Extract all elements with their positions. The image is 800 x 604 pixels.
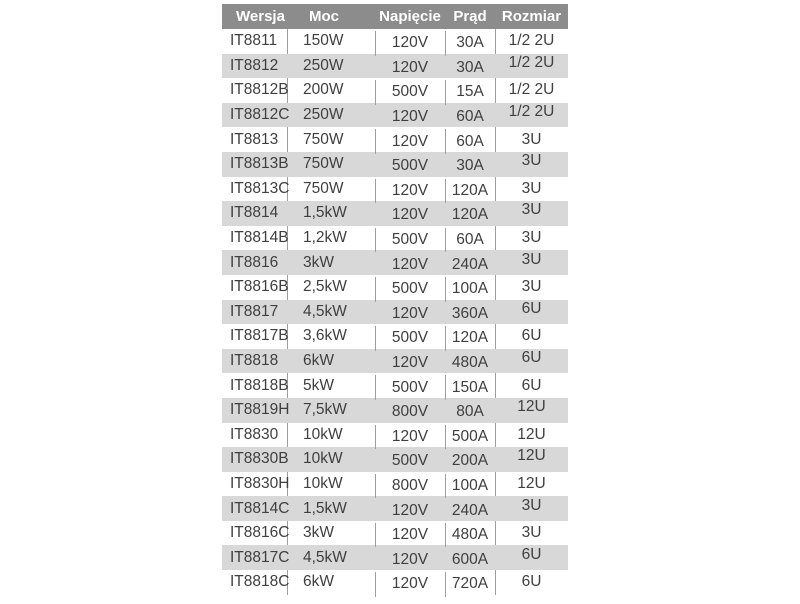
cell-rozmiar: 12U <box>495 423 568 448</box>
cell-rozmiar: 6U <box>495 570 568 595</box>
cell-napiecie: 120V <box>391 255 429 273</box>
cell-napiecie: 120V <box>391 550 429 568</box>
cell-napiecie: 500V <box>391 452 429 470</box>
cell-rozmiar: 12U <box>517 447 546 465</box>
cell-napiecie: 120V <box>391 304 429 322</box>
cell-rozmiar: 1/2 2U <box>495 78 568 103</box>
cell-moc: 10kW <box>287 423 375 448</box>
cell-wersja: IT8819H <box>230 401 290 419</box>
cell-prad: 500A <box>445 425 495 450</box>
cell-wersja: IT8814B <box>230 229 289 247</box>
cell-rozmiar: 1/2 2U <box>508 53 555 71</box>
cell-prad: 60A <box>445 129 495 154</box>
cell-moc: 5kW <box>287 373 375 398</box>
cell-prad: 15A <box>445 80 495 105</box>
cell-moc: 150W <box>287 29 375 54</box>
table-row <box>222 496 568 521</box>
cell-wersja: IT8813C <box>230 179 290 197</box>
cell-moc: 6kW <box>303 352 334 370</box>
table-row <box>222 103 568 128</box>
cell-prad: 240A <box>451 255 489 273</box>
cell-rozmiar: 6U <box>521 545 542 563</box>
cell-wersja: IT8812B <box>230 81 289 99</box>
cell-wersja: IT8818 <box>230 352 279 370</box>
table-header <box>222 4 568 29</box>
cell-rozmiar: 6U <box>495 324 568 349</box>
cell-moc: 750W <box>287 127 375 152</box>
cell-napiecie: 120V <box>375 129 445 154</box>
cell-wersja: IT8813 <box>230 130 279 148</box>
cell-napiecie: 120V <box>391 58 429 76</box>
cell-moc: 7,5kW <box>303 401 347 419</box>
table-row <box>222 447 568 472</box>
cell-moc: 3kW <box>303 253 334 271</box>
cell-moc: 1,5kW <box>303 499 347 517</box>
spec-table <box>222 4 568 595</box>
cell-napiecie: 120V <box>391 108 429 126</box>
cell-prad: 600A <box>451 550 489 568</box>
cell-rozmiar: 3U <box>495 226 568 251</box>
cell-wersja: IT8830 <box>230 425 279 443</box>
cell-prad: 120A <box>451 206 489 224</box>
cell-rozmiar: 6U <box>495 373 568 398</box>
cell-rozmiar: 12U <box>517 398 546 416</box>
cell-moc: 750W <box>287 177 375 202</box>
column-header-wersja: Wersja <box>222 4 287 29</box>
cell-napiecie: 500V <box>375 375 445 400</box>
cell-wersja: IT8814 <box>230 204 279 222</box>
cell-wersja: IT8830H <box>230 474 290 492</box>
cell-moc: 4,5kW <box>303 302 347 320</box>
cell-rozmiar: 3U <box>495 521 568 546</box>
cell-napiecie: 120V <box>391 206 429 224</box>
cell-rozmiar: 1/2 2U <box>508 103 555 121</box>
table-row <box>222 349 568 374</box>
cell-prad: 30A <box>456 58 484 76</box>
column-header-moc: Moc <box>287 4 375 29</box>
cell-rozmiar: 3U <box>495 275 568 300</box>
cell-napiecie: 120V <box>375 572 445 597</box>
table-row <box>222 398 568 423</box>
table-row <box>222 250 568 275</box>
table-row <box>222 152 568 177</box>
cell-moc: 4,5kW <box>303 548 347 566</box>
cell-rozmiar: 3U <box>495 127 568 152</box>
cell-moc: 3,6kW <box>287 324 375 349</box>
cell-napiecie: 120V <box>391 354 429 372</box>
column-header-rozmiar: Rozmiar <box>495 4 568 29</box>
cell-prad: 240A <box>451 501 489 519</box>
cell-napiecie: 120V <box>375 523 445 548</box>
cell-prad: 100A <box>445 277 495 302</box>
cell-wersja: IT8813B <box>230 155 289 173</box>
cell-moc: 2,5kW <box>287 275 375 300</box>
cell-prad: 480A <box>445 523 495 548</box>
cell-prad: 80A <box>456 403 484 421</box>
spec-table-page <box>0 4 800 604</box>
cell-prad: 100A <box>445 474 495 499</box>
cell-moc: 200W <box>287 78 375 103</box>
cell-wersja: IT8818B <box>230 376 289 394</box>
cell-rozmiar: 3U <box>495 177 568 202</box>
cell-napiecie: 120V <box>375 179 445 204</box>
cell-prad: 200A <box>451 452 489 470</box>
cell-prad: 30A <box>456 157 484 175</box>
cell-prad: 60A <box>456 108 484 126</box>
cell-prad: 120A <box>445 179 495 204</box>
cell-moc: 6kW <box>287 570 375 595</box>
cell-moc: 750W <box>303 155 344 173</box>
cell-moc: 10kW <box>303 450 343 468</box>
cell-napiecie: 800V <box>375 474 445 499</box>
cell-prad: 480A <box>451 354 489 372</box>
cell-wersja: IT8817 <box>230 302 279 320</box>
cell-wersja: IT8817B <box>230 327 289 345</box>
cell-moc: 3kW <box>287 521 375 546</box>
cell-moc: 10kW <box>287 472 375 497</box>
table-row <box>222 545 568 570</box>
cell-moc: 250W <box>303 56 344 74</box>
cell-wersja: IT8818C <box>230 573 290 591</box>
table-row <box>222 54 568 79</box>
table-row <box>222 201 568 226</box>
cell-napiecie: 500V <box>375 277 445 302</box>
cell-rozmiar: 6U <box>521 299 542 317</box>
cell-wersja: IT8811 <box>230 32 278 50</box>
cell-wersja: IT8812C <box>230 106 290 124</box>
cell-rozmiar: 12U <box>495 472 568 497</box>
table-row <box>222 300 568 325</box>
cell-prad: 720A <box>445 572 495 597</box>
table-row <box>222 570 568 595</box>
cell-rozmiar: 3U <box>521 152 542 170</box>
cell-rozmiar: 3U <box>521 201 542 219</box>
cell-rozmiar: 6U <box>521 349 542 367</box>
cell-napiecie: 500V <box>375 326 445 351</box>
cell-prad: 360A <box>451 304 489 322</box>
cell-napiecie: 500V <box>375 228 445 253</box>
cell-moc: 250W <box>303 106 344 124</box>
cell-napiecie: 120V <box>391 501 429 519</box>
column-header-napiecie: Napięcie <box>375 4 445 29</box>
cell-prad: 30A <box>445 31 495 56</box>
cell-rozmiar: 3U <box>521 250 542 268</box>
cell-moc: 1,2kW <box>287 226 375 251</box>
cell-napiecie: 500V <box>375 80 445 105</box>
cell-prad: 120A <box>445 326 495 351</box>
cell-napiecie: 500V <box>391 157 429 175</box>
cell-wersja: IT8816C <box>230 524 290 542</box>
cell-moc: 1,5kW <box>303 204 347 222</box>
cell-wersja: IT8816B <box>230 278 289 296</box>
cell-rozmiar: 3U <box>521 496 542 514</box>
cell-wersja: IT8817C <box>230 548 290 566</box>
cell-wersja: IT8816 <box>230 253 279 271</box>
cell-wersja: IT8814C <box>230 499 290 517</box>
cell-napiecie: 800V <box>391 403 429 421</box>
header-row <box>222 4 568 29</box>
cell-wersja: IT8830B <box>230 450 289 468</box>
table-body <box>222 29 568 595</box>
cell-prad: 150A <box>445 375 495 400</box>
cell-napiecie: 120V <box>375 425 445 450</box>
cell-prad: 60A <box>445 228 495 253</box>
column-header-prad: Prąd <box>445 4 495 29</box>
cell-wersja: IT8812 <box>230 56 279 74</box>
cell-napiecie: 120V <box>375 31 445 56</box>
cell-rozmiar: 1/2 2U <box>495 29 568 54</box>
